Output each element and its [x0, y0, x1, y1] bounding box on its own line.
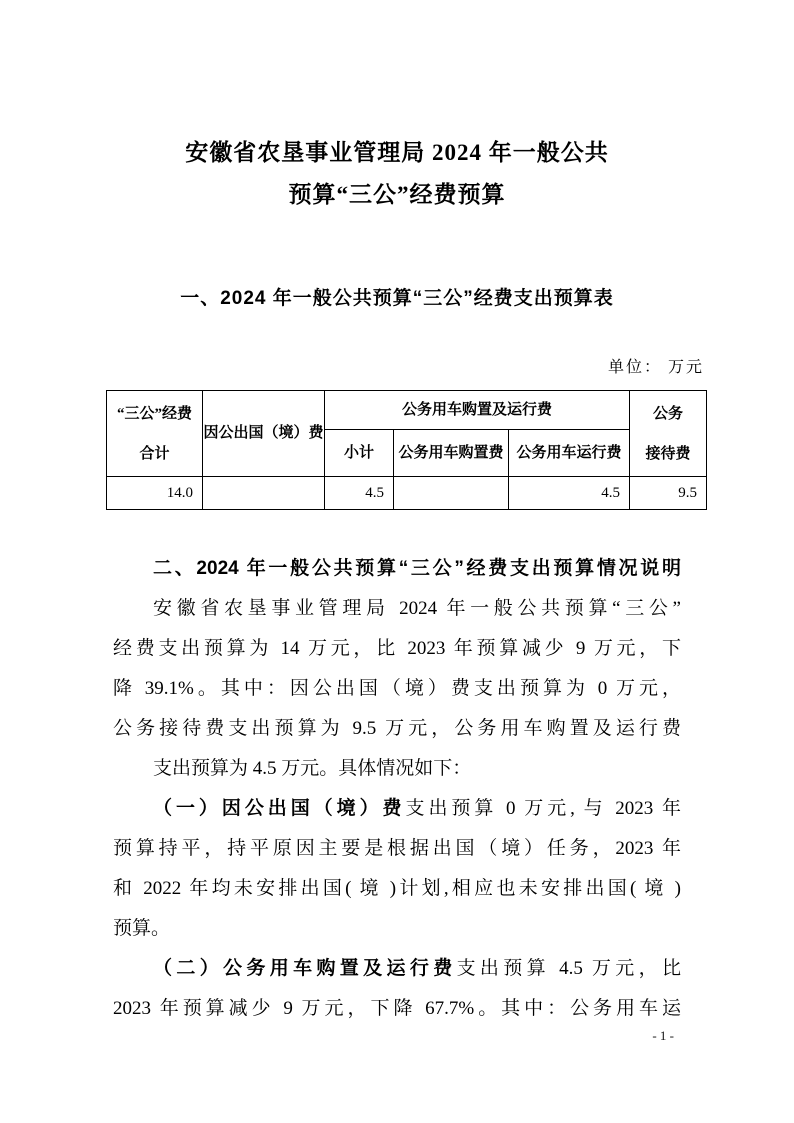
header-total-line1: “三公”经费: [116, 405, 192, 422]
document-title-line-2: 预算“三公”经费预算: [288, 182, 506, 207]
paragraph-3-lead-rest: 支出预算 4.5 万元，比: [456, 958, 681, 979]
header-total-line2: 合计: [139, 445, 170, 462]
header-reception: [630, 391, 707, 477]
paragraph-2-lead-rest: 支出预算 0 万元, 与 2023 年: [405, 798, 681, 819]
paragraph-2-line-3: 和 2022 年均未安排出国( 境 )计划,相应也未安排出国( 境 ): [113, 878, 681, 899]
paragraph-1-line-2: 经费支出预算为 14 万元，比 2023 年预算减少 9 万元，下: [113, 638, 681, 659]
value-total: 14.0: [107, 477, 203, 510]
document-title-line-1: 安徽省农垦事业管理局 2024 年一般公共: [185, 140, 609, 165]
header-total: [107, 391, 203, 477]
value-vehicle-operation: 4.5: [509, 477, 630, 510]
body-text: [113, 549, 681, 1029]
section-2-heading: 二、2024 年一般公共预算“三公”经费支出预算情况说明: [153, 558, 681, 579]
header-reception-line1: 公务: [653, 405, 684, 422]
section-1-heading: 一、2024 年一般公共预算“三公”经费支出预算表: [180, 288, 614, 309]
three-public-budget-table: [106, 390, 707, 510]
paragraph-1-line-1: 安徽省农垦事业管理局 2024 年一般公共预算“三公”: [153, 598, 681, 619]
paragraph-1-line-4: 公务接待费支出预算为 9.5 万元，公务用车购置及运行费: [113, 718, 681, 739]
header-vehicle-group: 公务用车购置及运行费: [325, 391, 630, 430]
paragraph-2-line-2: 预算持平，持平原因主要是根据出国（境）任务，2023 年: [113, 838, 681, 859]
paragraph-1-line-5: 支出预算为 4.5 万元。具体情况如下：: [153, 758, 472, 779]
header-reception-line2: 接待费: [645, 445, 691, 462]
paragraph-2-line-4: 预算。: [113, 918, 171, 939]
paragraph-1-line-3: 降 39.1%。其中：因公出国（境）费支出预算为 0 万元，: [113, 678, 681, 699]
table-row: [107, 477, 707, 510]
header-vehicle-purchase: 公务用车购置费: [394, 430, 509, 477]
paragraph-3-lead-bold: （二）公务用车购置及运行费: [153, 958, 457, 979]
value-reception: 9.5: [630, 477, 707, 510]
header-vehicle-subtotal: 小计: [325, 430, 394, 477]
document-title: [60, 132, 734, 216]
page-number: - 1 -: [652, 1028, 674, 1043]
header-abroad: 因公出国（境）费: [203, 391, 325, 477]
paragraph-2-line-1: [113, 789, 681, 829]
value-abroad: [203, 477, 325, 510]
paragraph-3-line-1: [113, 949, 681, 989]
header-vehicle-operation: 公务用车运行费: [509, 430, 630, 477]
paragraph-3-line-2: 2023 年预算减少 9 万元，下降 67.7%。其中：公务用车运: [113, 998, 681, 1019]
unit-label: 单位： 万元: [607, 359, 704, 376]
value-vehicle-subtotal: 4.5: [325, 477, 394, 510]
value-vehicle-purchase: [394, 477, 509, 510]
paragraph-2-lead-bold: （一）因公出国（境）费: [153, 798, 406, 819]
